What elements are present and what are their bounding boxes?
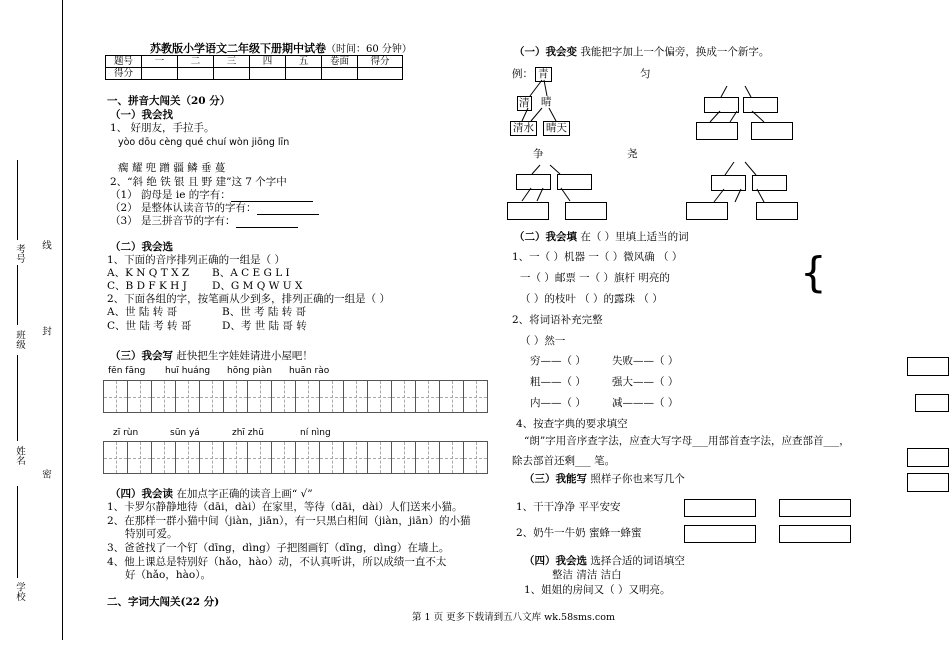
answer-box[interactable] — [686, 202, 728, 220]
r4-words: 整洁 清洁 洁白 — [552, 569, 622, 581]
r2-q4: 4、按查字典的要求填空 — [516, 418, 628, 430]
p3-pinyin-1: fēn fāng — [108, 366, 146, 376]
answer-box[interactable] — [557, 174, 592, 190]
score-box[interactable] — [907, 448, 949, 467]
score-cell: 五 — [286, 56, 322, 68]
score-box[interactable] — [907, 473, 949, 492]
exam-no-label: 考号 — [14, 244, 25, 263]
r3-line-2: 2、奶牛一牛奶 蜜蜂一蜂蜜 — [516, 527, 642, 539]
score-cell: 得分 — [106, 68, 142, 80]
answer-box[interactable] — [743, 97, 778, 113]
section-1-title: 一、拼音大闯关（20 分） — [107, 95, 231, 107]
p2-q2-d: D、考 世 陆 哥 转 — [222, 320, 307, 332]
r1-example-3: 清水 — [510, 121, 537, 136]
p3-pinyin-6: sūn yá — [170, 428, 200, 438]
p3-pinyin-8: ní nìng — [300, 428, 331, 438]
r4-line-1: 1、姐姐的房间又（ ）又明亮。 — [524, 584, 671, 596]
score-cell: 二 — [178, 56, 214, 68]
r2-q4-line-2: 除去部首还剩___ 笔。 — [512, 455, 616, 467]
p2-q1-d: D、G M Q W U X — [212, 280, 303, 292]
p1-chars: 瘸 耀 兜 蹭 疆 鳞 垂 蔓 — [118, 162, 226, 174]
p2-q1-a: A、K N Q T X Z — [107, 267, 190, 279]
r2-heading — [514, 231, 689, 244]
answer-box[interactable] — [704, 97, 739, 113]
class-label: 班级 — [14, 330, 25, 349]
p4-line-4b: 好（hǎo，hào）。 — [125, 569, 211, 581]
score-box[interactable] — [907, 357, 949, 376]
p2-q2-c: C、世 陆 考 转 哥 — [107, 320, 192, 332]
r2-desc: 在（ ）里填上适当的词 — [580, 231, 689, 243]
p1-pinyin: yòo dōu cèng qué chuí wòn jiōng līn — [118, 137, 290, 148]
r4-desc: 选择合适的词语填空 — [590, 555, 685, 567]
answer-box[interactable] — [779, 525, 851, 543]
part-3-title: （三）我会写 — [110, 350, 173, 362]
score-box[interactable] — [915, 394, 949, 412]
p4-line-2b: 特别可爱。 — [125, 528, 178, 540]
r1-title: （一）我会变 — [514, 46, 577, 58]
r3-heading — [524, 473, 685, 486]
r2-q2-f: 减———（ ） — [612, 397, 679, 409]
r1-example-1: 清 — [519, 97, 530, 109]
p4-line-1: 1、卡罗尔静静地待（dāi，dài）在家里，等待（dāi，dài）人们送来小猫。 — [107, 501, 463, 513]
score-cell: 一 — [142, 56, 178, 68]
p4-line-3: 3、爸爸找了一个钉（dīng，dìng）子把图画钉（dīng，dìng）在墙上。 — [107, 542, 450, 554]
seal-feng: 封 — [40, 326, 51, 336]
page-footer: 第 1 页 更多下载请到五八文库 wk.58sms.com — [412, 612, 615, 623]
part-2-title: （二）我会选 — [110, 241, 173, 253]
p1-q2-2-text: （2） 是整体认读音节的字有： — [110, 202, 257, 214]
name-label: 姓名 — [14, 446, 25, 465]
p4-line-4: 4、他上课总是特别好（hǎo，hào）动，不认真听讲，所以成绩一直不太 — [107, 556, 447, 568]
p3-pinyin-7: zhī zhū — [232, 428, 264, 438]
p3-pinyin-2: huī huáng — [165, 366, 211, 376]
answer-box[interactable] — [779, 499, 851, 517]
p2-q1-c: C、B D F K H J — [107, 280, 187, 292]
section-2-title: 二、字词大闯关(22 分) — [107, 596, 220, 608]
p4-line-2: 2、在那样一群小猫中间（jiàn，jiān），有一只黑白相间（jiàn，jiān）的小猫 — [107, 515, 471, 527]
p3-pinyin-4: huān rào — [289, 366, 330, 376]
brace-icon: { — [800, 248, 827, 297]
answer-box[interactable] — [516, 174, 551, 190]
r2-q2: 2、将词语补充完整 — [512, 314, 603, 326]
p3-pinyin-5: zī rùn — [113, 428, 139, 438]
tree-line — [530, 80, 542, 96]
part-3-desc: 赶快把生字娃娃请进小屋吧！ — [176, 350, 313, 362]
r4-title: （四）我会选 — [524, 555, 587, 567]
r3-title: （三）我能写 — [524, 473, 587, 485]
p2-q1: 1、下面的音序排列正确的一组是（ ） — [107, 254, 286, 266]
answer-box[interactable] — [711, 175, 746, 191]
r1-yun: 匀 — [640, 68, 651, 80]
r2-title: （二）我会填 — [514, 231, 577, 243]
r2-q4-line-1: “朗”字用音序查字法，应查大写字母___用部首查字法，应查部首___， — [524, 435, 850, 447]
part-1-title: （一）我会找 — [110, 109, 173, 121]
r2-q2-line-1: （ ）然一 — [520, 335, 566, 347]
r2-line-2: 一（ ）邮票 一（ ）旗杆 明亮的 — [520, 272, 670, 284]
p1-q2-1-text: （1） 韵母是 ie 的字有： — [110, 189, 231, 201]
p1-q2: 2、“斜 绝 铁 银 且 野 建”这 7 个字中 — [110, 176, 287, 188]
score-cell: 卷面 — [322, 56, 358, 68]
score-cell: 得分 — [358, 56, 403, 68]
answer-box[interactable] — [751, 122, 793, 140]
r2-q2-b: 失败——（ ） — [612, 355, 679, 367]
r1-example-2: 晴 — [541, 96, 552, 108]
p2-q1-b: B、A C E G L I — [212, 267, 290, 279]
r1-qing-box: 青 — [535, 67, 552, 82]
answer-box[interactable] — [684, 499, 756, 517]
answer-box[interactable] — [684, 525, 756, 543]
r1-example-4: 晴天 — [543, 121, 570, 136]
school-label: 学校 — [14, 582, 25, 601]
seal-mi: 密 — [40, 469, 51, 479]
part-4-desc: 在加点字正确的读音上画“ √” — [176, 488, 313, 500]
score-cell: 题号 — [106, 56, 142, 68]
r2-q2-a: 穷——（ ） — [530, 355, 586, 367]
p2-q2: 2、下面各组的字，按笔画从少到多，排列正确的一组是（ ） — [107, 293, 391, 305]
r1-zheng: 争 — [533, 148, 544, 160]
r3-line-1: 1、干干净净 平平安安 — [516, 501, 621, 513]
p3-pinyin-3: hōng piàn — [227, 366, 272, 376]
p1-q1: 1、 好朋友，手拉手。 — [110, 122, 215, 134]
exam-time-note: （时间：60 分钟） — [326, 44, 412, 55]
answer-box[interactable] — [507, 202, 549, 220]
exam-title-text: 苏教版小学语文二年级下册期中试卷 — [150, 42, 326, 55]
answer-box[interactable] — [752, 175, 787, 191]
r2-q2-d: 强大——（ ） — [612, 376, 679, 388]
score-cell: 四 — [250, 56, 286, 68]
r2-line-1: 1、一（ ）机器 一（ ）微风确 （ ） — [512, 251, 683, 263]
answer-box[interactable] — [756, 202, 798, 220]
seal-xian: 线 — [40, 240, 51, 250]
r1-example-label: 例： — [512, 68, 533, 80]
r2-q2-c: 粗——（ ） — [530, 376, 586, 388]
r4-heading — [524, 555, 685, 568]
answer-box[interactable] — [696, 122, 738, 140]
r2-q2-e: 内——（ ） — [530, 397, 586, 409]
score-cell: 三 — [214, 56, 250, 68]
p1-q2-3-text: （3） 是三拼音节的字有： — [110, 215, 236, 227]
answer-box[interactable] — [565, 202, 607, 220]
r1-yao: 尧 — [627, 148, 638, 160]
p2-q2-a: A、世 陆 转 哥 — [107, 306, 178, 318]
r1-desc: 我能把字加上一个偏旁，换成一个新字。 — [580, 46, 770, 58]
part-4-title: （四）我会读 — [110, 488, 173, 500]
r3-desc: 照样子你也来写几个 — [590, 473, 685, 485]
p2-q2-b: B、世 考 陆 转 哥 — [222, 306, 307, 318]
r2-line-3: （ ）的枝叶 （ ）的露珠 （ ） — [520, 293, 663, 305]
